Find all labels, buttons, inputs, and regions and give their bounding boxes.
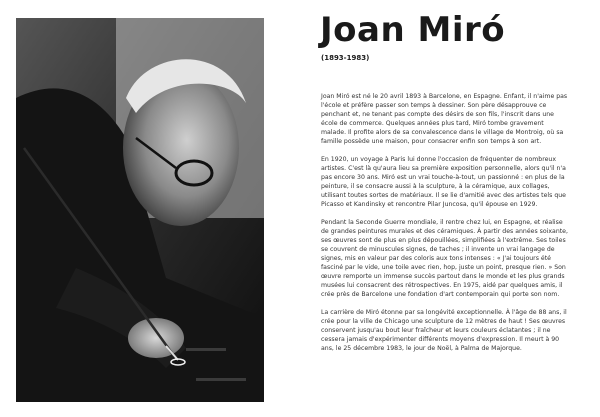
page-title: Joan Miró bbox=[320, 10, 506, 50]
portrait-photo bbox=[16, 18, 264, 402]
biography-paragraph: Pendant la Seconde Guerre mondiale, il rentre chez lui, en Espagne, et réalise de grandes peintures murales et des céramiques. À partir des années soixante, ses œuvres sont de plus en plus dépouillées, simplifiées à l'extrême. Ses toiles se couvrent de minuscules signes, de taches ; il invente un vrai langage de signes, mis en valeur par des coloris aux tons intenses : « J'ai toujours été fasciné par le vide, une toile avec rien, hop, juste un point, presque rien. » Son œuvre remporte un immense succès partout dans le monde et les plus grands musées lui consacrent des rétrospectives. En 1975, aidé par quelques amis, il crée près de Barcelone une fondation d'art contemporain qui porte son nom. bbox=[321, 219, 568, 298]
portrait-illustration bbox=[16, 18, 264, 402]
biography-paragraph: En 1920, un voyage à Paris lui donne l'occasion de fréquenter de nombreux artistes. C'est là qu'aura lieu sa première exposition personnelle, alors qu'il n'a pas encore 30 ans. Miró est un vrai touche-à-tout, un passionné : en plus de la peinture, il se consacre aussi à la sculpture, à la céramique, aux collages, utilisant toutes sortes de matériaux. Il se lie d'amitié avec des artistes tels que Picasso et Kandinsky et rencontre Pilar Juncosa, qu'il épouse en 1929. bbox=[321, 156, 566, 208]
biography-paragraph: Joan Miró est né le 20 avril 1893 à Barcelone, en Espagne. Enfant, il n'aime pas l'école et préfère passer son temps à dessiner. Son père désapprouve ce penchant et, ne tenant pas compte des désirs de son fils, l'inscrit dans une école de commerce. Quelques années plus tard, Miró tombe gravement malade. Il profite alors de sa convalescence dans le village de Montroig, où sa famille possède une maison, pour consacrer enfin son temps à son art. bbox=[321, 93, 568, 145]
biography-text bbox=[321, 92, 569, 362]
life-dates: (1893-1983) bbox=[321, 54, 370, 62]
biography-paragraph: La carrière de Miró étonne par sa longévité exceptionnelle. À l'âge de 88 ans, il crée pour la ville de Chicago une sculpture de 12 mètres de haut ! Ses œuvres conservent jusqu'au bout leur fraîcheur et leurs couleurs éclatantes ; il ne cessera jamais d'expérimenter différents moyens d'expression. Il meurt à 90 ans, le 25 décembre 1983, le jour de Noël, à Palma de Majorque. bbox=[321, 309, 567, 352]
